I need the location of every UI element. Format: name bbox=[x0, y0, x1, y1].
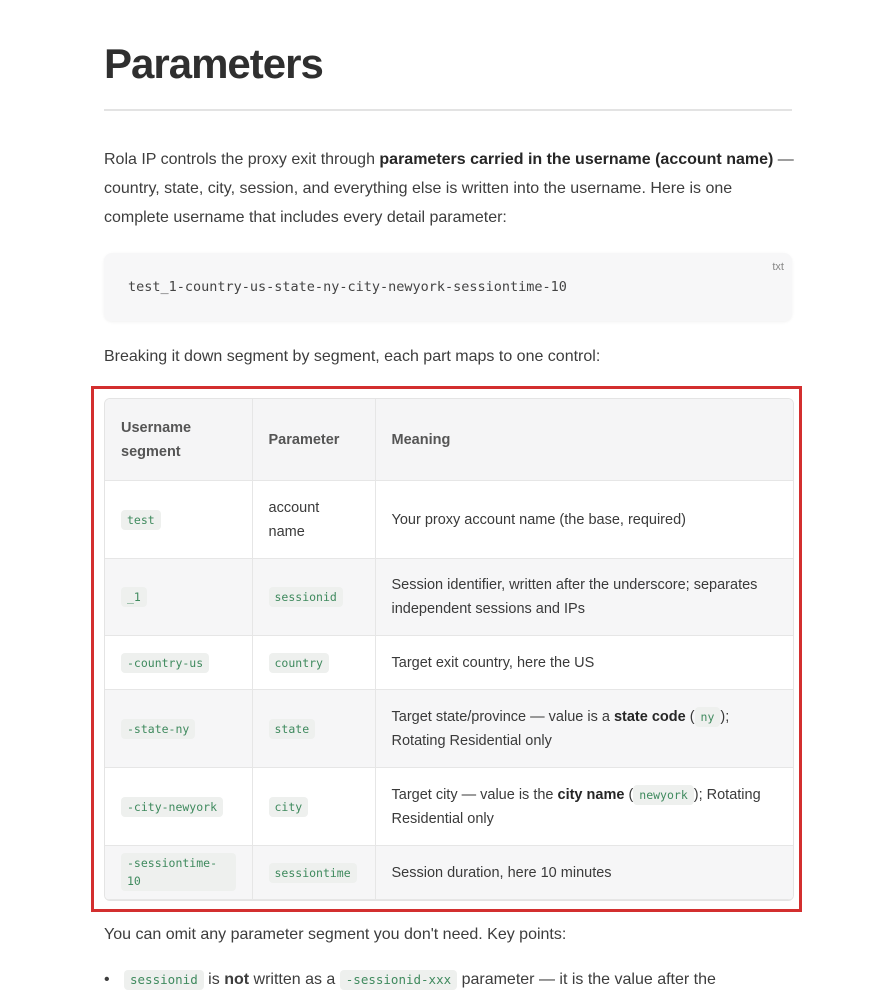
code-language-label: txt bbox=[772, 261, 784, 273]
bullet-text: parameter — it is the value after the bbox=[457, 971, 716, 988]
bullet-bold: not bbox=[224, 971, 250, 988]
meaning-text: Target state/province — value is a bbox=[391, 708, 614, 725]
key-points-intro: You can omit any parameter segment you don't need. Key points: bbox=[104, 926, 567, 943]
parameter-code: city bbox=[269, 797, 309, 817]
parameters-table bbox=[104, 398, 794, 901]
meaning-cell: Session identifier, written after the underscore; separates independent sessions and IPs bbox=[375, 559, 793, 636]
intro-paragraph bbox=[104, 145, 796, 232]
meaning-text: ); Rotating Residential only bbox=[391, 786, 761, 827]
intro-text-1: Rola IP controls the proxy exit through bbox=[104, 151, 380, 168]
table-header-row bbox=[105, 399, 793, 481]
parameter-code: sessionid bbox=[269, 587, 343, 607]
intro-text-2: — country, state, city, session, and everything else is written into the username. Here is one complete username that includes every detail parameter: bbox=[104, 151, 794, 226]
inline-code: -sessionid-xxx bbox=[340, 970, 457, 990]
header-parameter: Parameter bbox=[252, 399, 375, 481]
bullet-text: is bbox=[203, 971, 225, 988]
table-row bbox=[105, 768, 793, 846]
segment-code: -state-ny bbox=[121, 719, 195, 739]
meaning-cell: Target state/province — value is a state code ( ny ); Rotating Residential only bbox=[375, 690, 793, 768]
segment-code: _1 bbox=[121, 587, 147, 607]
code-block[interactable] bbox=[104, 253, 792, 321]
meaning-cell: Your proxy account name (the base, required) bbox=[375, 481, 793, 559]
page-title: Parameters bbox=[104, 40, 323, 87]
table-row bbox=[105, 559, 793, 636]
table-row bbox=[105, 481, 793, 559]
segment-code: -sessiontime-10 bbox=[121, 853, 236, 891]
inline-code: sessionid bbox=[124, 970, 204, 990]
table-lead-text: Breaking it down segment by segment, each part maps to one control: bbox=[104, 348, 601, 365]
table-row bbox=[105, 846, 793, 900]
intro-bold: parameters carried in the username (account name) bbox=[379, 151, 774, 168]
bullet-dot: • bbox=[104, 971, 110, 988]
bullet-text: written as a bbox=[249, 971, 340, 988]
segment-code: -country-us bbox=[121, 653, 209, 673]
meaning-cell: Target exit country, here the US bbox=[375, 636, 793, 690]
table-row bbox=[105, 636, 793, 690]
inline-code: newyork bbox=[633, 785, 693, 805]
meaning-cell: Target city — value is the city name ( newyork ); Rotating Residential only bbox=[375, 768, 793, 846]
meaning-text: ); Rotating Residential only bbox=[391, 708, 730, 749]
parameter-code: country bbox=[269, 653, 329, 673]
segment-code: test bbox=[121, 510, 161, 530]
inline-code: ny bbox=[695, 707, 721, 727]
code-content[interactable]: test_1-country-us-state-ny-city-newyork-sessiontime-10 bbox=[128, 279, 567, 295]
header-meaning: Meaning bbox=[375, 399, 793, 481]
meaning-bold: state code bbox=[613, 708, 686, 725]
table-row bbox=[105, 690, 793, 768]
parameter-code: sessiontime bbox=[269, 863, 357, 883]
parameter-cell: account name bbox=[252, 481, 375, 559]
list-item bbox=[104, 970, 716, 990]
title-divider bbox=[104, 109, 792, 111]
segment-code: -city-newyork bbox=[121, 797, 223, 817]
meaning-text: Target city — value is the bbox=[391, 786, 558, 803]
meaning-bold: city name bbox=[557, 786, 625, 803]
meaning-cell: Session duration, here 10 minutes bbox=[375, 846, 793, 900]
header-segment: Username segment bbox=[105, 399, 252, 481]
parameter-code: state bbox=[269, 719, 316, 739]
